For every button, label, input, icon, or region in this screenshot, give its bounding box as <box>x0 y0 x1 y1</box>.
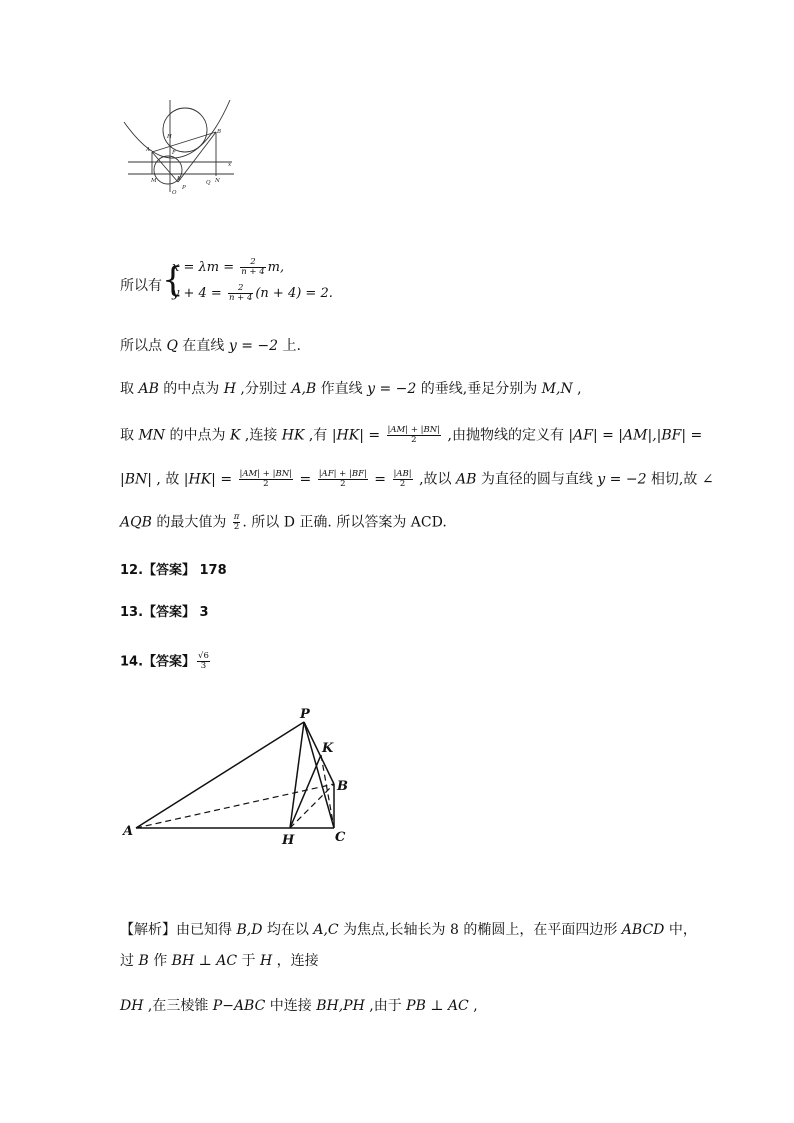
midpoint-k-line: 取 MN 的中点为 K ,连接 HK ,有 |HK| = $\frac{|AM| + |BN|}{2}$ ,由抛物线的定义有 |AF| = |AM|,|BF| = <box>120 425 703 445</box>
label-p: P <box>182 185 186 191</box>
label-a: A <box>123 824 134 839</box>
label-k: K <box>177 176 182 182</box>
label-o: O <box>172 190 177 196</box>
edge-ab-dashed <box>136 784 334 828</box>
label-b: B <box>217 129 222 135</box>
analysis-line-3: DH ,在三棱锥 P−ABC 中连接 BH,PH ,由于 PB ⊥ AC , <box>120 998 478 1014</box>
system-row-1: x = λm = $\frac{2}{n + 4}$ m, <box>172 257 285 277</box>
label-n: N <box>215 178 220 184</box>
midpoint-h-line: 取 AB 的中点为 H ,分别过 A,B 作直线 y = −2 的垂线,垂足分别为 M,N , <box>120 381 582 397</box>
label-f: F <box>172 150 176 156</box>
chord-ab <box>152 132 216 152</box>
edge-pa <box>136 722 304 828</box>
tetrahedron-figure <box>118 700 358 850</box>
analysis-line-1: 【解析】由已知得 B,D 均在以 A,C 为焦点,长轴长为 8 的椭圆上，在平面四边形 ABCD 中， <box>120 922 697 938</box>
label-q: Q <box>206 180 211 186</box>
q-on-line: 所以点 Q 在直线 y = −2 上. <box>120 338 301 354</box>
tangent-line: |BN| , 故 |HK| = $\frac{|AM| + |BN|}{2}$ = $\frac{|AF| + |BF|}{2}$ = $\frac{|AB|}{2}$ ,故以 AB 为直径的圆与直线 y = −2 相切,故 ∠ <box>120 469 714 489</box>
label-h: H <box>282 833 295 848</box>
label-c: C <box>335 830 346 845</box>
label-k: K <box>322 741 334 756</box>
system-prefix: 所以有 <box>120 278 162 294</box>
label-a: A <box>146 147 150 153</box>
label-b: B <box>337 779 348 794</box>
analysis-line-2: 过 B 作 BH ⊥ AC 于 H ，连接 <box>120 953 319 969</box>
parabola-figure <box>118 96 242 198</box>
parabola-curve <box>124 100 230 158</box>
answer-12: 12.【答案】 178 <box>120 563 227 578</box>
label-x: x <box>228 162 232 168</box>
label-h: H <box>167 134 172 140</box>
answer-14: 14.【答案】 $\frac{√6}{3}$ <box>120 651 209 671</box>
label-p: P <box>300 707 310 722</box>
aqb-max-line: AQB 的最大值为 $\frac{\pi}{2}$ . 所以 D 正确. 所以答案为 ACD. <box>120 512 447 532</box>
label-m: M <box>151 178 157 184</box>
system-row-2: y + 4 = $\frac{2}{n + 4}$ (n + 4) = 2. <box>172 283 333 303</box>
left-brace-icon: { <box>162 260 184 300</box>
answer-13: 13.【答案】 3 <box>120 605 209 620</box>
